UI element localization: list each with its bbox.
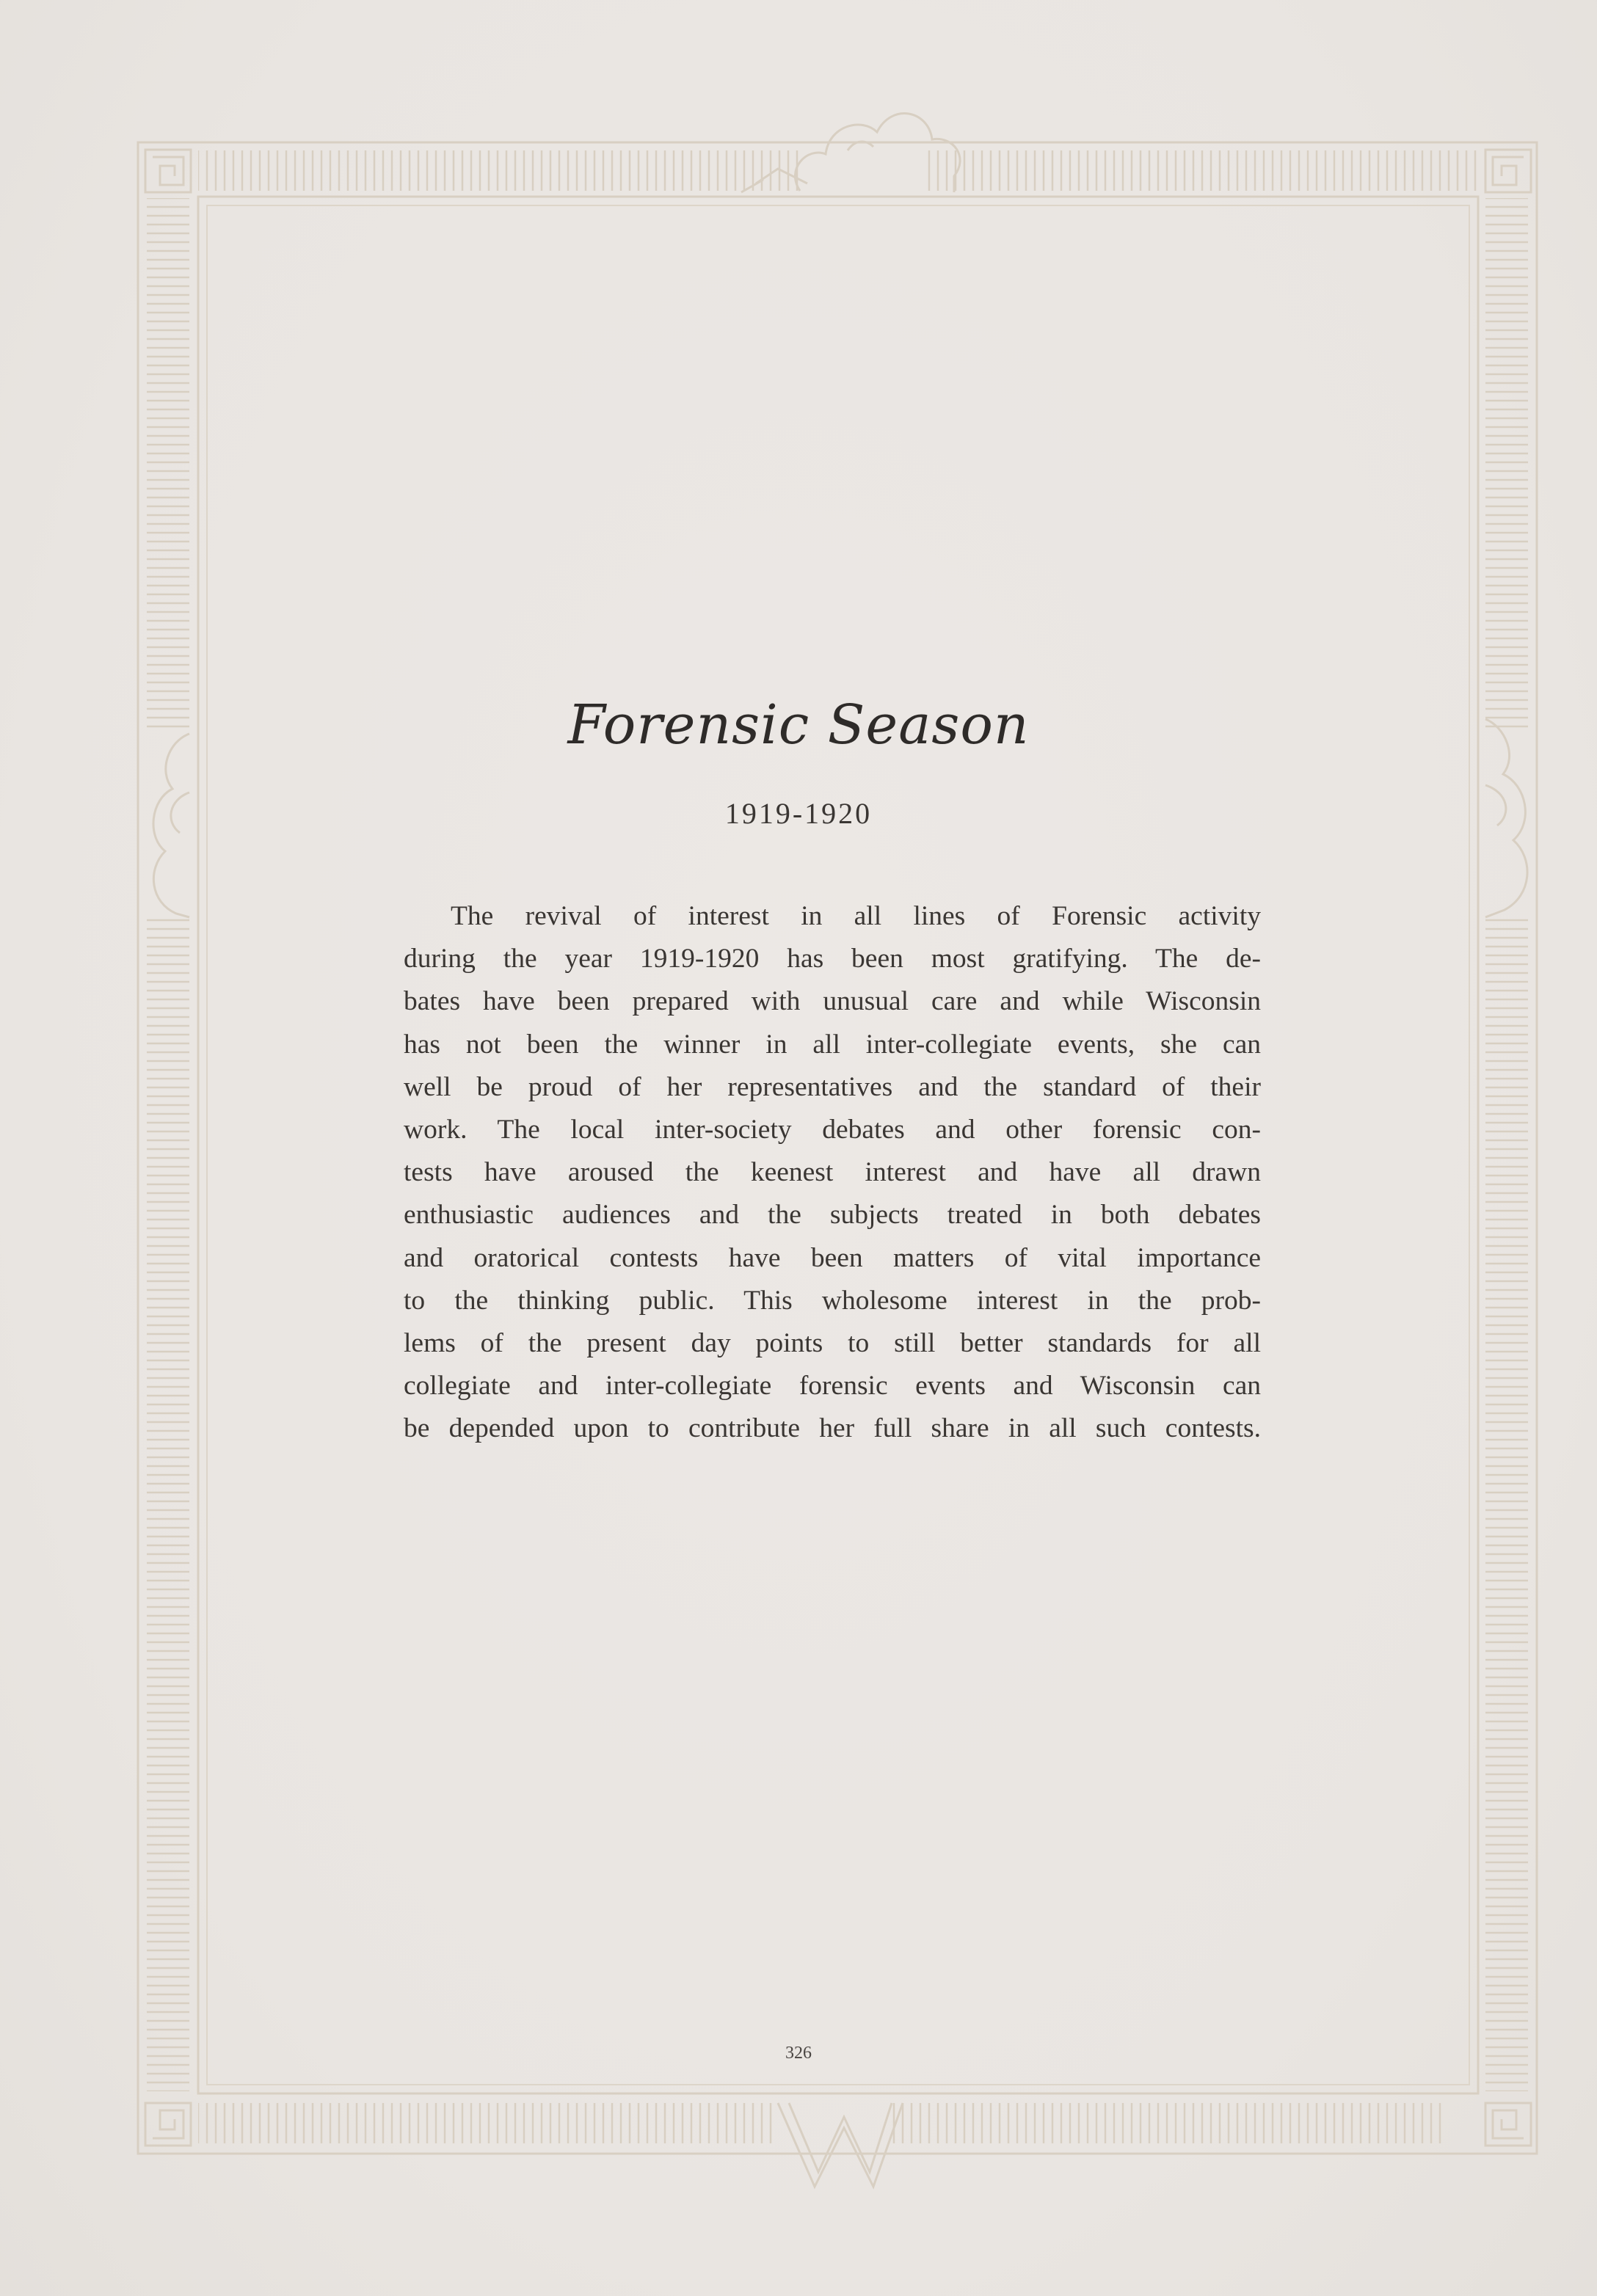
- paragraph-line: well be proud of her representatives and the standard of their: [404, 1071, 1261, 1102]
- paragraph-line: work. The local inter-society debates and other forensic con-: [404, 1114, 1261, 1145]
- paragraph-line: lems of the present day points to still better standards for all: [404, 1327, 1261, 1358]
- paragraph-line: collegiate and inter-collegiate forensic events and Wisconsin can: [404, 1371, 1261, 1402]
- paragraph-line: during the year 1919-1920 has been most gratifying. The de-: [404, 944, 1261, 974]
- paragraph-line: be depended upon to contribute her full share in all such contests.: [404, 1413, 1261, 1444]
- body-paragraph: [404, 895, 1261, 1450]
- paragraph-line: has not been the winner in all inter-collegiate events, she can: [404, 1029, 1261, 1060]
- page-number: 326: [785, 2044, 812, 2063]
- paragraph-line: to the thinking public. This wholesome interest in the prob-: [404, 1285, 1261, 1316]
- paragraph-line: bates have been prepared with unusual care and while Wisconsin: [404, 986, 1261, 1017]
- paragraph-line: The revival of interest in all lines of Forensic activity: [451, 901, 1261, 931]
- page-subtitle-years: 1919-1920: [724, 797, 873, 830]
- paragraph-line: enthusiastic audiences and the subjects treated in both debates: [404, 1200, 1261, 1231]
- page-title: Forensic Season: [567, 693, 1030, 757]
- paragraph-line: and oratorical contests have been matters of vital importance: [404, 1242, 1261, 1273]
- paragraph-line: tests have aroused the keenest interest and have all drawn: [404, 1157, 1261, 1188]
